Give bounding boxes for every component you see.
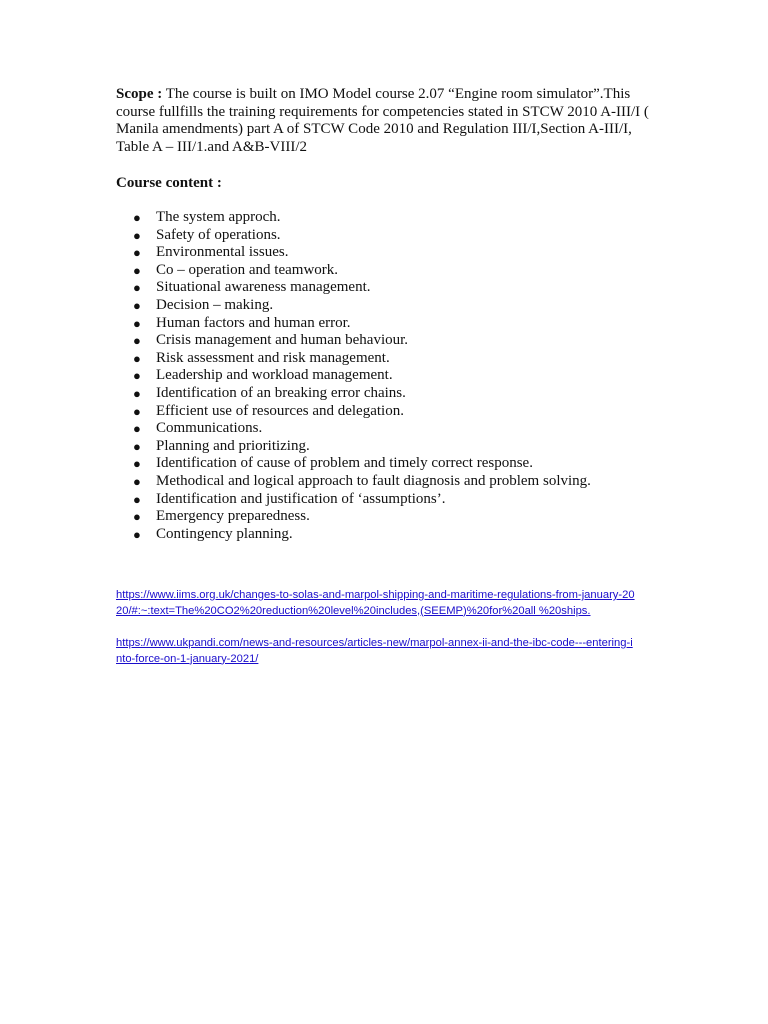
bullet-icon: ● <box>133 210 141 225</box>
list-item-text: Methodical and logical approach to fault diagnosis and problem solving. <box>156 472 591 489</box>
list-item <box>116 262 676 280</box>
bullet-icon: ● <box>133 315 141 331</box>
list-item-text: The system approch. <box>156 209 281 225</box>
list-item-text: Human factors and human error. <box>156 314 351 331</box>
bullet-icon: ● <box>133 456 141 472</box>
list-item-text: Efficient use of resources and delegation. <box>156 402 404 419</box>
list-item-text: Crisis management and human behaviour. <box>156 332 409 349</box>
list-item <box>116 438 676 456</box>
bullet-icon: ● <box>133 473 141 489</box>
list-item <box>116 403 676 421</box>
list-item-text: Planning and prioritizing. <box>156 437 310 454</box>
bullet-icon: ● <box>133 509 141 525</box>
scope-label: Scope : <box>116 86 163 102</box>
course-content-list <box>116 209 676 543</box>
list-item-text: Safety of operations. <box>156 226 281 243</box>
list-item <box>116 385 676 403</box>
list-item <box>116 491 676 509</box>
link-iims-solas-marpol[interactable]: https://www.iims.org.uk/changes-to-solas-and-marpol-shipping-and-maritime-regulations-from-january-2020/#:~:text=The%20CO2%20reduction%20level%20includes,(SEEMP)%20for%20all %20ships. <box>116 589 635 617</box>
bullet-icon: ● <box>133 333 141 349</box>
list-item <box>116 227 676 245</box>
list-item <box>116 315 676 333</box>
reference-links <box>116 588 636 667</box>
list-item <box>116 473 676 491</box>
bullet-icon: ● <box>133 245 141 261</box>
list-item-text: Environmental issues. <box>156 244 289 261</box>
list-item <box>116 420 676 438</box>
bullet-icon: ● <box>133 526 141 542</box>
list-item <box>116 209 676 227</box>
bullet-icon: ● <box>133 227 141 243</box>
link-ukpandi-marpol-annex-ii[interactable]: https://www.ukpandi.com/news-and-resources/articles-new/marpol-annex-ii-and-the-ibc-code---entering-into-force-on-1-january-2021/ <box>116 637 633 665</box>
list-item <box>116 455 676 473</box>
list-item <box>116 367 676 385</box>
bullet-icon: ● <box>133 385 141 401</box>
bullet-icon: ● <box>133 368 141 384</box>
list-item-text: Risk assessment and risk management. <box>156 349 390 366</box>
list-item-text: Communications. <box>156 420 263 437</box>
list-item-text: Emergency preparedness. <box>156 508 310 525</box>
list-item-text: Identification and justification of ‘assumptions’. <box>156 490 446 507</box>
list-item <box>116 350 676 368</box>
bullet-icon: ● <box>133 262 141 278</box>
bullet-icon: ● <box>133 421 141 437</box>
scope-text: The course is built on IMO Model course 2.07 “Engine room simulator”.This course fullfills the training requirements for competencies stated in STCW 2010 A-III/I ( Manila amendments) part A of STCW Code 2010 and Regulation III/I,Section A-III/I, Table A – III/1.and A&B-VIII/2 <box>116 86 649 155</box>
bullet-icon: ● <box>133 438 141 454</box>
list-item-text: Identification of an breaking error chains. <box>156 384 406 401</box>
scope-paragraph <box>116 86 656 156</box>
list-item <box>116 279 676 297</box>
list-item <box>116 332 676 350</box>
bullet-icon: ● <box>133 491 141 507</box>
course-content-heading: Course content : <box>116 175 222 191</box>
list-item <box>116 526 676 544</box>
list-item-text: Situational awareness management. <box>156 279 371 296</box>
list-item-text: Leadership and workload management. <box>156 367 393 384</box>
bullet-icon: ● <box>133 280 141 296</box>
bullet-icon: ● <box>133 403 141 419</box>
list-item <box>116 508 676 526</box>
list-item <box>116 297 676 315</box>
bullet-icon: ● <box>133 297 141 313</box>
list-item-text: Identification of cause of problem and timely correct response. <box>156 455 533 472</box>
bullet-icon: ● <box>133 350 141 366</box>
list-item-text: Co – operation and teamwork. <box>156 261 339 278</box>
list-item <box>116 244 676 262</box>
list-item-text: Contingency planning. <box>156 525 293 542</box>
list-item-text: Decision – making. <box>156 296 274 313</box>
